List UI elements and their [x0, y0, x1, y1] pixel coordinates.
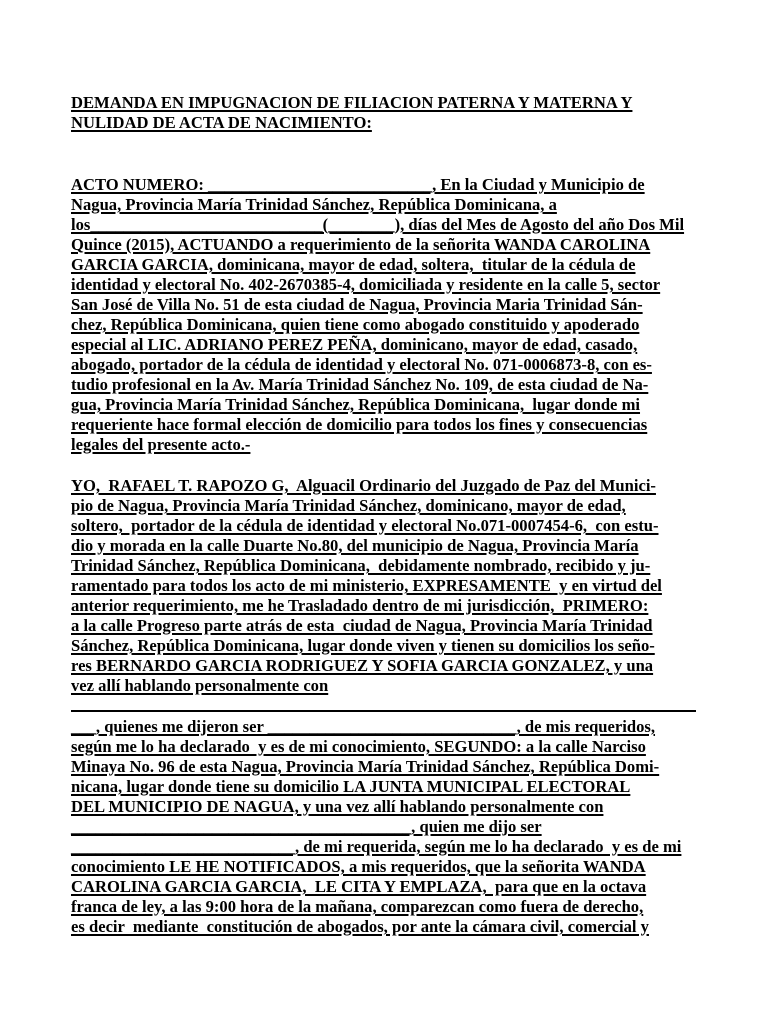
paragraph-1-line: gua, Provincia María Trinidad Sánchez, República Dominicana, lugar donde mi	[71, 395, 641, 414]
paragraph-1-line: Quince (2015), ACTUANDO a requerimiento de la señorita WANDA CAROLINA	[71, 235, 651, 254]
paragraph-3-line: DEL MUNICIPIO DE NAGUA, y una vez allí hablando personalmente con	[71, 797, 604, 816]
paragraph-1-line: los____________________________(________), días del Mes de Agosto del año Dos Mil	[71, 215, 685, 234]
paragraph-3-line: franca de ley, a las 9:00 hora de la mañana, comparezcan como fuera de derecho,	[71, 897, 644, 916]
paragraph-1-line: especial al LIC. ADRIANO PEREZ PEÑA, dominicano, mayor de edad, casado,	[71, 335, 638, 354]
paragraph-1-line: identidad y electoral No. 402-2670385-4, domiciliada y residente en la calle 5, sector	[71, 275, 661, 294]
blank-fill-line	[71, 710, 696, 712]
document-title-line-2: NULIDAD DE ACTA DE NACIMIENTO:	[71, 113, 372, 132]
paragraph-1-line: requeriente hace formal elección de domicilio para todos los fines y consecuencias	[71, 415, 648, 434]
paragraph-3-line: ___________________________, de mi requerida, según me lo ha declarado y es de mi	[71, 837, 682, 856]
paragraph-2-line: res BERNARDO GARCIA RODRIGUEZ Y SOFIA GARCIA GONZALEZ, y una	[71, 656, 654, 675]
paragraph-1-line: tudio profesional en la Av. María Trinidad Sánchez No. 109, de esta ciudad de Na-	[71, 375, 649, 394]
paragraph-3-line: Minaya No. 96 de esta Nagua, Provincia María Trinidad Sánchez, República Domi-	[71, 757, 660, 776]
paragraph-2-line: pio de Nagua, Provincia María Trinidad Sánchez, dominicano, mayor de edad,	[71, 496, 626, 515]
paragraph-2-line: anterior requerimiento, me he Trasladado dentro de mi jurisdicción, PRIMERO:	[71, 596, 649, 615]
paragraph-3-line: conocimiento LE HE NOTIFICADOS, a mis requeridos, que la señorita WANDA	[71, 857, 646, 876]
paragraph-1-line: San José de Villa No. 51 de esta ciudad de Nagua, Provincia Maria Trinidad Sán-	[71, 295, 643, 314]
paragraph-3-line: ___, quienes me dijeron ser ______________________________, de mis requeridos,	[71, 717, 656, 736]
paragraph-1-line: Nagua, Provincia María Trinidad Sánchez, República Dominicana, a	[71, 195, 557, 214]
paragraph-2-line: Trinidad Sánchez, República Dominicana, debidamente nombrado, recibido y ju-	[71, 556, 651, 575]
paragraph-3-line: _________________________________________, quien me dijo ser	[71, 817, 542, 836]
paragraph-1-line: abogado, portador de la cédula de identidad y electoral No. 071-0006873-8, con es-	[71, 355, 652, 374]
paragraph-1-line: ACTO NUMERO: ___________________________, En la Ciudad y Municipio de	[71, 175, 645, 194]
paragraph-3-line: según me lo ha declarado y es de mi conocimiento, SEGUNDO: a la calle Narciso	[71, 737, 646, 756]
paragraph-3-line: es decir mediante constitución de abogados, por ante la cámara civil, comercial y	[71, 917, 649, 936]
paragraph-2-line: dio y morada en la calle Duarte No.80, del municipio de Nagua, Provincia María	[71, 536, 639, 555]
paragraph-2-line: soltero, portador de la cédula de identidad y electoral No.071-0007454-6, con estu-	[71, 516, 659, 535]
paragraph-2-line: a la calle Progreso parte atrás de esta ciudad de Nagua, Provincia María Trinidad	[71, 616, 653, 635]
paragraph-2-line: vez allí hablando personalmente con	[71, 676, 329, 695]
paragraph-2-line: YO, RAFAEL T. RAPOZO G, Alguacil Ordinario del Juzgado de Paz del Munici-	[71, 476, 656, 495]
paragraph-1-line: legales del presente acto.-	[71, 435, 251, 454]
document-title-line-1: DEMANDA EN IMPUGNACION DE FILIACION PATERNA Y MATERNA Y	[71, 93, 633, 112]
paragraph-3-line: nicana, lugar donde tiene su domicilio LA JUNTA MUNICIPAL ELECTORAL	[71, 777, 631, 796]
paragraph-2-line: Sánchez, República Dominicana, lugar donde viven y tienen su domicilios los seño-	[71, 636, 655, 655]
paragraph-2-line: ramentado para todos los acto de mi ministerio, EXPRESAMENTE y en virtud del	[71, 576, 662, 595]
paragraph-1-line: chez, República Dominicana, quien tiene como abogado constituido y apoderado	[71, 315, 640, 334]
paragraph-3-line: CAROLINA GARCIA GARCIA, LE CITA Y EMPLAZA, para que en la octava	[71, 877, 647, 896]
paragraph-1-line: GARCIA GARCIA, dominicana, mayor de edad, soltera, titular de la cédula de	[71, 255, 636, 274]
